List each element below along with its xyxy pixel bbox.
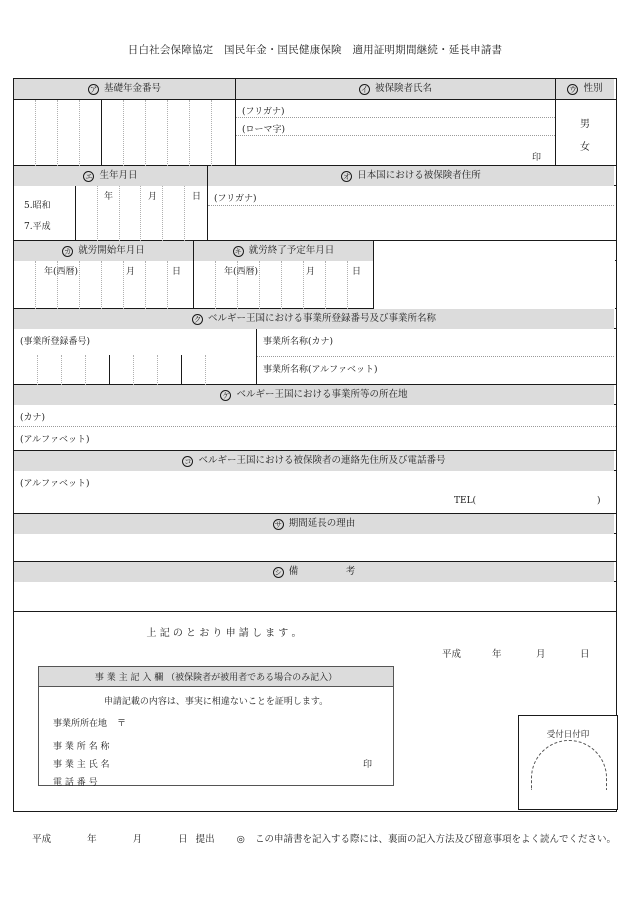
birth-date-digits[interactable] bbox=[76, 186, 207, 241]
header-contact-address-label: ベルギー王国における被保険者の連絡先住所及び電話番号 bbox=[198, 455, 446, 467]
declaration-year-label: 年 bbox=[492, 649, 502, 660]
row-header-birth-address bbox=[14, 165, 616, 185]
employer-address-label: 事業所所在地 bbox=[53, 719, 108, 729]
gender-option-male[interactable]: 男 bbox=[580, 119, 590, 130]
header-pension-number bbox=[14, 79, 236, 99]
header-remarks bbox=[14, 562, 614, 582]
employer-certify-text: 申請記載の内容は、事実に相違ないことを証明します。 bbox=[103, 697, 329, 707]
declaration-statement: 上 記 の と お り 申 請 し ま す 。 bbox=[146, 628, 302, 639]
office-registration-digits[interactable] bbox=[14, 355, 230, 385]
row-office-location-alpha bbox=[14, 426, 616, 450]
era-option-heisei[interactable]: 7.平成 bbox=[24, 222, 51, 232]
pension-number-digits[interactable] bbox=[14, 100, 235, 166]
work-end-digits[interactable] bbox=[194, 261, 373, 309]
marker-e-icon: オ bbox=[342, 171, 351, 181]
header-japan-address-label: 日本国における被保険者住所 bbox=[357, 170, 481, 182]
marker-d-icon: エ bbox=[85, 171, 93, 181]
romaji-label: (ローマ字) bbox=[242, 125, 286, 135]
declaration-day-label: 日 bbox=[580, 649, 590, 660]
work-start-month-label: 月 bbox=[126, 267, 136, 277]
marker-c-icon: ウ bbox=[569, 84, 577, 94]
birth-date-input[interactable] bbox=[76, 186, 208, 241]
furigana-label: (フリガナ) bbox=[242, 107, 285, 117]
birth-day-label: 日 bbox=[192, 192, 202, 202]
seal-mark-label: 印 bbox=[531, 153, 541, 163]
marker-a-icon: ア bbox=[89, 84, 98, 94]
footer-day-label: 日 bbox=[178, 834, 188, 845]
form-frame bbox=[13, 78, 617, 812]
office-name-block bbox=[257, 329, 614, 385]
work-start-year-label: 年(西暦) bbox=[44, 267, 79, 277]
header-office-location-label: ベルギー王国における事業所等の所在地 bbox=[236, 389, 408, 401]
header-insured-name-label: 被保険者氏名 bbox=[374, 83, 432, 95]
row-body-identity bbox=[14, 99, 616, 165]
work-start-input[interactable] bbox=[14, 261, 194, 309]
employer-phone-label: 電 話 番 号 bbox=[53, 778, 98, 788]
header-extension-reason bbox=[14, 514, 614, 534]
header-office-registration bbox=[14, 309, 614, 329]
insured-name-block bbox=[236, 100, 556, 166]
office-name-kana-row[interactable] bbox=[257, 329, 614, 357]
blank-box-body bbox=[374, 261, 615, 309]
header-contact-address bbox=[14, 451, 614, 471]
receipt-stamp-label: 受付日付印 bbox=[546, 730, 590, 740]
page-title: 日白社会保障協定 国民年金・国民健康保険 適用証明期間継続・延長申請書 bbox=[127, 44, 503, 56]
footer-month-label: 月 bbox=[132, 834, 143, 845]
marker-l-icon: シ bbox=[274, 567, 282, 577]
work-start-day-label: 日 bbox=[172, 267, 182, 277]
work-end-month-label: 月 bbox=[306, 267, 316, 277]
header-office-registration-label: ベルギー王国における事業所登録番号及び事業所名称 bbox=[207, 313, 436, 325]
row-body-reason bbox=[14, 533, 616, 561]
office-registration-number-input[interactable] bbox=[14, 329, 257, 385]
row-header-remarks bbox=[14, 561, 616, 581]
office-registration-number-label: (事業所登録番号) bbox=[20, 337, 91, 347]
declaration-era-label: 平成 bbox=[442, 649, 462, 660]
postal-mark-icon: 〒 bbox=[117, 719, 127, 729]
birth-year-label: 年 bbox=[104, 192, 114, 202]
header-insured-name bbox=[236, 79, 556, 99]
japan-address-furigana-row[interactable] bbox=[208, 186, 614, 206]
header-extension-reason-label: 期間延長の理由 bbox=[288, 518, 356, 530]
row-body-office-reg bbox=[14, 328, 616, 384]
marker-g-icon: キ bbox=[234, 246, 242, 256]
work-end-year-label: 年(西暦) bbox=[224, 267, 259, 277]
work-start-digits[interactable] bbox=[14, 261, 193, 309]
office-name-alpha-row[interactable] bbox=[257, 357, 614, 385]
contact-alpha-label: (アルファベット) bbox=[20, 479, 90, 489]
remarks-input[interactable] bbox=[14, 582, 614, 612]
header-work-start bbox=[14, 241, 194, 261]
declaration-month-label: 月 bbox=[536, 649, 546, 660]
japan-address-block bbox=[208, 186, 614, 241]
romaji-name-row[interactable] bbox=[236, 118, 555, 136]
row-header-work-dates bbox=[14, 240, 616, 260]
work-end-day-label: 日 bbox=[352, 267, 362, 277]
gender-option-female[interactable]: 女 bbox=[580, 142, 590, 153]
header-remarks-label: 備 考 bbox=[288, 566, 356, 578]
footer-year-label: 年 bbox=[87, 834, 97, 845]
employer-box-header: 事 業 主 記 入 欄 （被保険者が被用者である場合のみ記入） bbox=[39, 667, 393, 687]
marker-k-icon: サ bbox=[274, 519, 282, 529]
pension-number-input[interactable] bbox=[14, 100, 236, 166]
header-work-end bbox=[194, 241, 374, 261]
footer-note: この申請書を記入する際には、裏面の記入方法及び留意事項をよく読んでください。 bbox=[254, 834, 616, 845]
office-location-kana-label: (カナ) bbox=[20, 413, 46, 423]
blank-box-top bbox=[374, 241, 615, 261]
marker-j-icon: コ bbox=[184, 456, 192, 466]
row-body-remarks bbox=[14, 581, 616, 611]
marker-f-icon: カ bbox=[63, 246, 72, 256]
gender-select[interactable] bbox=[556, 100, 614, 166]
header-birthdate bbox=[14, 166, 208, 186]
birth-month-label: 月 bbox=[148, 192, 158, 202]
employer-entry-box bbox=[38, 666, 394, 786]
employer-office-name-label: 事 業 所 名 称 bbox=[53, 742, 110, 752]
footer-row bbox=[20, 820, 616, 856]
header-office-location bbox=[14, 385, 614, 405]
header-gender-label: 性別 bbox=[583, 83, 603, 95]
row-header-reason bbox=[14, 513, 616, 533]
receipt-stamp-arc-icon bbox=[531, 740, 607, 790]
header-work-start-label: 就労開始年月日 bbox=[78, 245, 145, 257]
header-pension-number-label: 基礎年金番号 bbox=[103, 83, 161, 95]
footer-submit-label: 提出 bbox=[195, 834, 215, 845]
marker-h-icon: ク bbox=[193, 314, 202, 324]
row-body-work-dates bbox=[14, 260, 616, 308]
marker-b-icon: イ bbox=[360, 84, 369, 94]
footer-era-label: 平成 bbox=[32, 834, 52, 845]
office-location-alpha-label: (アルファベット) bbox=[20, 435, 90, 445]
marker-i-icon: ケ bbox=[222, 390, 230, 400]
japan-address-furigana-label: (フリガナ) bbox=[214, 194, 257, 204]
row-header-office-location bbox=[14, 384, 616, 404]
header-birthdate-label: 生年月日 bbox=[99, 170, 138, 182]
name-signature-row[interactable] bbox=[236, 136, 555, 165]
header-work-end-label: 就労終了予定年月日 bbox=[248, 245, 335, 257]
japan-address-input[interactable] bbox=[208, 206, 614, 240]
employer-owner-name-label: 事 業 主 氏 名 bbox=[53, 760, 110, 770]
employer-box-body bbox=[39, 687, 393, 786]
office-location-kana-input[interactable] bbox=[14, 405, 614, 427]
employer-seal-label: 印 bbox=[363, 760, 373, 770]
row-header-office-reg bbox=[14, 308, 616, 328]
header-gender bbox=[556, 79, 614, 99]
row-body-contact bbox=[14, 470, 616, 513]
header-japan-address bbox=[208, 166, 614, 186]
furigana-name-row[interactable] bbox=[236, 100, 555, 118]
contact-tel-label: TEL( bbox=[454, 496, 477, 506]
contact-tel-close-label: ) bbox=[597, 496, 601, 506]
footer-bullet-icon: ◎ bbox=[236, 834, 245, 845]
row-office-location-kana bbox=[14, 404, 616, 426]
work-end-input[interactable] bbox=[194, 261, 374, 309]
office-location-alpha-input[interactable] bbox=[14, 427, 614, 451]
row-header-contact bbox=[14, 450, 616, 470]
birth-era-select[interactable] bbox=[14, 186, 76, 241]
extension-reason-input[interactable] bbox=[14, 534, 614, 562]
contact-address-input[interactable] bbox=[14, 471, 614, 514]
office-name-alpha-label: 事業所名称(アルファベット) bbox=[263, 365, 378, 375]
office-name-kana-label: 事業所名称(カナ) bbox=[263, 337, 334, 347]
era-option-showa[interactable]: 5.昭和 bbox=[24, 201, 51, 211]
row-header-identity bbox=[14, 79, 616, 99]
receipt-date-stamp-box bbox=[518, 715, 618, 810]
row-body-birth-address bbox=[14, 185, 616, 240]
